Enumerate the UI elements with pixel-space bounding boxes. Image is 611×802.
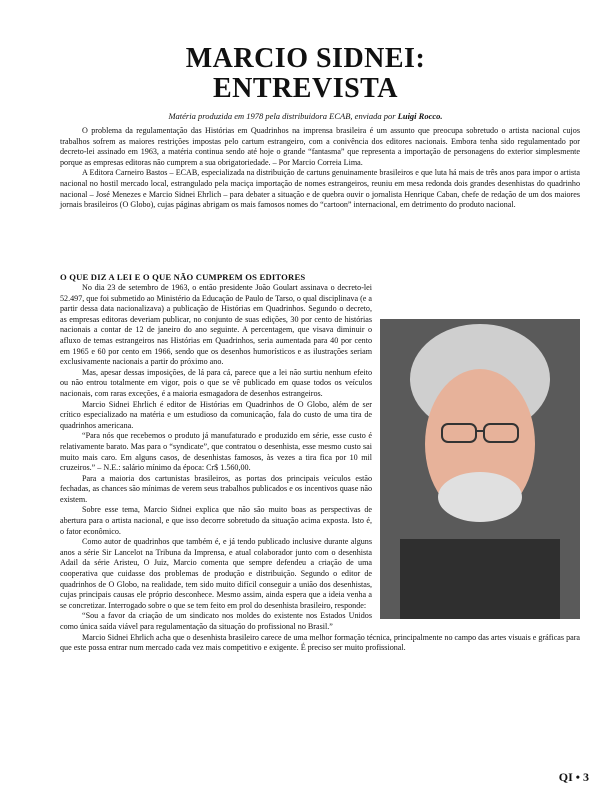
body-paragraph-6: Sobre esse tema, Marcio Sidnei explica que não são muito boas as perspectivas de abertura para o artista nacional, e que isso decorre sobretudo da situação acima exposta. Isto é, o fator econômico. <box>60 505 372 536</box>
title-line-1: MARCIO SIDNEI: <box>185 43 426 74</box>
section-heading: O QUE DIZ A LEI E O QUE NÃO CUMPREM OS EDITORES <box>60 272 306 282</box>
credit-text: Matéria produzida em 1978 pela distribuidora ECAB, enviada por <box>168 111 398 121</box>
body-paragraph-2: Mas, apesar dessas imposições, de lá para cá, parece que a lei não surtiu nenhum efeito ou não entrou totalmente em vigor, pois o que se vê publicado em quase todos os veículos nacionais, com raras exceções, é a maioria esmagadora de desenhos estrangeiros. <box>60 367 372 398</box>
article-credit <box>0 111 611 121</box>
body-paragraph-3: Marcio Sidnei Ehrlich é editor de Histórias em Quadrinhos de O Globo, além de ser crítico especializado na matéria e um estudioso da comunicação, fala do custo de uma tira de quadrinhos americana. <box>60 399 372 430</box>
intro-block <box>60 126 580 211</box>
intro-paragraph-2: A Editora Carneiro Bastos – ECAB, especializada na distribuição de cartuns genuinamente brasileiros e que luta há mais de três anos para impor o artista nacional no hostil mercado local, estrangulado pela maciça importação de nomes estrangeiros, reuniu em mesa redonda dois grandes desenhistas do quadrinho nacional – José Menezes e Marcio Sidnei Ehrlich – para debater a situação e de quebra ouvir o jornalista Henrique Caban, chefe de redação de um dos maiores jornais brasileiros (O Globo), cujas páginas abrigam os mais famosos nomes do “cartoon” internacional, em detrimento do produto nacional. <box>60 168 580 210</box>
body-paragraph-9: Marcio Sidnei Ehrlich acha que o desenhista brasileiro carece de uma melhor formação técnica, principalmente no campo das artes visuais e gráficas para que este possa entrar num mercado cada vez mais competitivo e exigente. É preciso ser muito profissional. <box>60 632 580 653</box>
body-paragraph-4: “Para nós que recebemos o produto já manufaturado e produzido em série, esse custo é relativamente barato. Mas para o “syndicate”, que contratou o desenhista, esse mesmo custo sai muito mais caro. Em alguns casos, de desenhistas famosos, às vezes a tira fica por 10 mil cruzeiros.” – N.E.: salário mínimo da época: Cr$ 1.560,00. <box>60 431 372 473</box>
portrait-illustration <box>380 319 580 619</box>
body-paragraph-8: “Sou a favor da criação de um sindicato nos moldes do existente nos Estados Unidos como única saída viável para regulamentação da situação do profissional no Brasil.” <box>60 611 372 631</box>
intro-paragraph-1: O problema da regulamentação das Histórias em Quadrinhos na imprensa brasileira é um assunto que preocupa sobretudo o artista nacional cujos trabalhos sofrem as maiores restrições impostas pelo cartum estrangeiro, com a conivência dos editores nacionais. Embora tenha sido regulamentado por decreto-lei assinado em 1963, a matéria continua sendo até hoje o grande “fantasma” que representa a importação de personagens do exterior simplesmente porque as empresas editoras não cumprem a sua obrigatoriedade. – Por Marcio Correia Lima. <box>60 126 580 167</box>
body-paragraph-5: Para a maioria dos cartunistas brasileiros, as portas dos principais veículos estão fechadas, as chances são mínimas de verem seus trabalhos publicados e os incentivos quase não existem. <box>60 473 372 504</box>
title-line-2: ENTREVISTA <box>213 73 398 104</box>
body-block <box>60 283 580 654</box>
page-folio: QI • 3 <box>558 770 589 784</box>
body-paragraph-1: No dia 23 de setembro de 1963, o então presidente João Goulart assinava o decreto-lei 52.497, que foi submetido ao Ministério da Educação de Paulo de Tarso, o qual disciplinava (e a partir dessa data nacionalizava) a publicação de Histórias em Quadrinhos. Segundo o decreto, as empresas editoras deveriam publicar, no conjunto de suas edições, 30 por cento de histórias nacionais a contar de 12 de janeiro do ano seguinte. A percentagem, que visava diminuir o afluxo de temas estrangeiros nas Histórias em Quadrinhos, seria aumentada para 40 por cento em 1965 e 60 por cento em 1966, sendo que os desenhos humorísticos e as ilustrações seriam exclusivamente nacionais a partir do próximo ano. <box>60 283 372 367</box>
portrait-photo <box>380 319 580 619</box>
body-paragraph-7: Como autor de quadrinhos que também é, e já tendo publicado inclusive durante alguns anos a série Sir Lancelot na Tribuna da Imprensa, e atual colaborador junto com o desenhista Adail da série Aristeu, O Juiz, Marcio comenta que sempre defendeu a criação de uma cooperativa que cuidasse dos problemas de produção e distribuição. Segundo o editor de quadrinhos de O Globo, na realidade, tem sido muito difícil conseguir a união dos desenhistas, cujas principais causas ele próprio desconhece. Mesmo assim, ainda espera que a ideia venha a se concretizar. Interrogado sobre o que se tem feito em prol do desenhista brasileiro, responde: <box>60 537 372 610</box>
article-title <box>0 44 611 104</box>
credit-author: Luigi Rocco. <box>397 111 443 121</box>
